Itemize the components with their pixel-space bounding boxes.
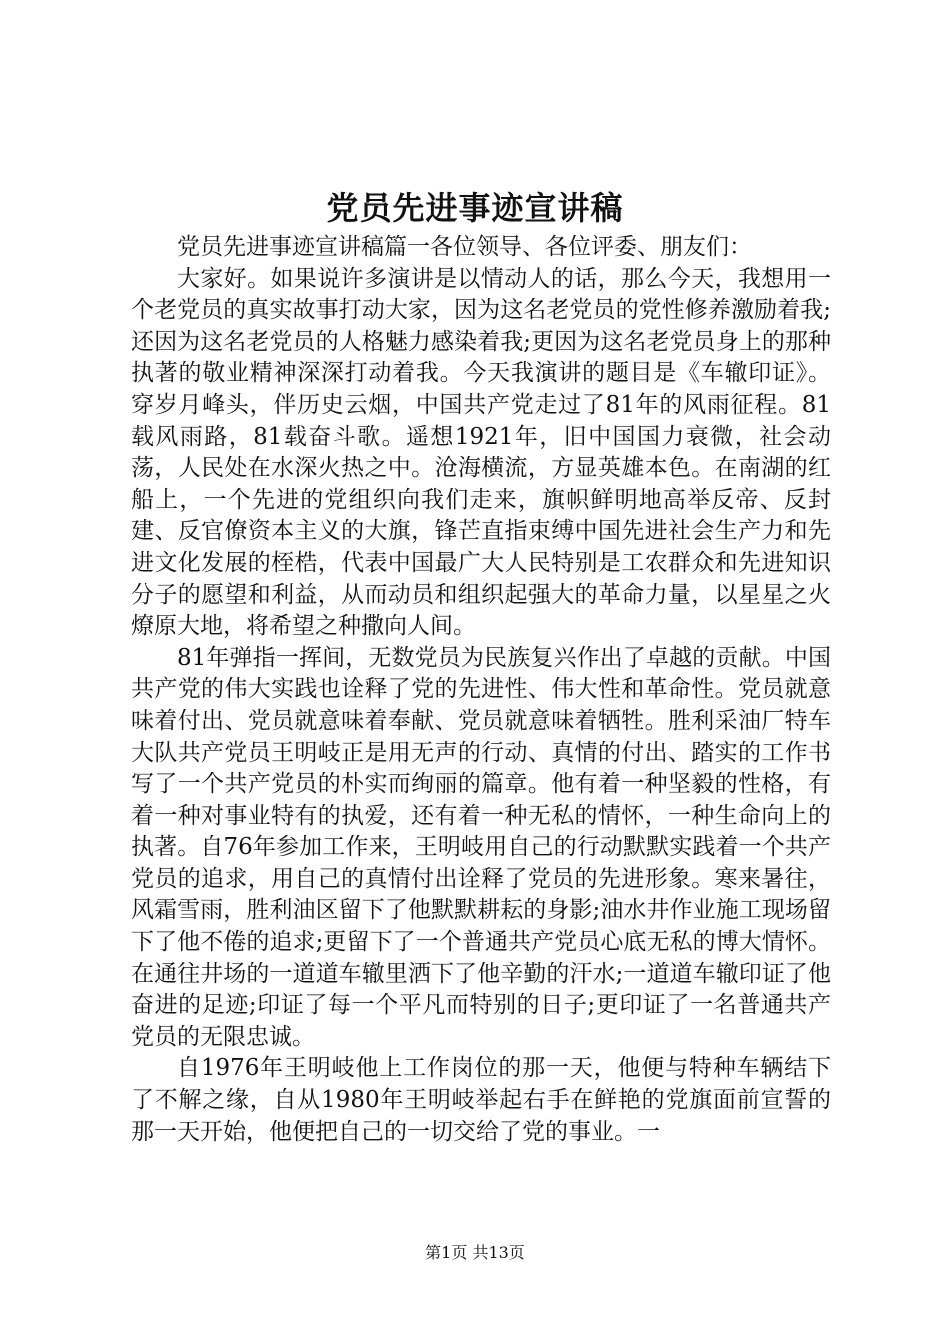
document-body [131,232,831,1148]
paragraph-opening: 党员先进事迹宣讲稿篇一各位领导、各位评委、朋友们： [177,234,752,260]
paragraph-1976: 自1976年王明岐他上工作岗位的那一天，他便与特种车辆结下了不解之缘，自从1980年王明岐举起右手在鲜艳的党旗面前宣誓的那一天开始，他便把自己的一切交给了党的事业。一 [131,1055,831,1145]
document-title: 党员先进事迹宣讲稿 [326,189,624,227]
paragraph-greeting: 大家好。如果说许多演讲是以情动人的话，那么今天，我想用一个老党员的真实故事打动大家，因为这名老党员的党性修养激励着我;还因为这名老党员的人格魅力感染着我;更因为这名老党员身上的那种执著的敬业精神深深打动着我。今天我演讲的题目是《车辙印证》。穿岁月峰头，伴历史云烟，中国共产党走过了81年的风雨征程。81载风雨路，81载奋斗歌。遥想1921年，旧中国国力衰微，社会动荡，人民处在水深火热之中。沧海横流，方显英雄本色。在南湖的红船上，一个先进的党组织向我们走来，旗帜鲜明地高举反帝、反封建、反官僚资本主义的大旗，锋芒直指束缚中国先进社会生产力和先进文化发展的桎梏，代表中国最广大人民特别是工农群众和先进知识分子的愿望和利益，从而动员和组织起强大的革命力量，以星星之火燎原大地，将希望之种撒向人间。 [131,265,831,640]
paragraph-81-years: 81年弹指一挥间，无数党员为民族复兴作出了卓越的贡献。中国共产党的伟大实践也诠释了党的先进性、伟大性和革命性。党员就意味着付出、党员就意味着奉献、党员就意味着牺牲。胜利采油厂特车大队共产党员王明岐正是用无声的行动、真情的付出、踏实的工作书写了一个共产党员的朴实而绚丽的篇章。他有着一种坚毅的性格，有着一种对事业特有的执爱，还有着一种无私的情怀，一种生命向上的执著。自76年参加工作来，王明岐用自己的行动默默实践着一个共产党员的追求，用自己的真情付出诠释了党员的先进形象。寒来暑往，风霜雪雨，胜利油区留下了他默默耕耘的身影;油水井作业施工现场留下了他不倦的追求;更留下了一个普通共产党员心底无私的博大情怀。在通往井场的一道道车辙里洒下了他辛勤的汗水;一道道车辙印证了他奋进的足迹;印证了每一个平凡而特别的日子;更印证了一名普通共产党员的无限忠诚。 [131,644,831,1050]
page-number-footer: 第1页 共13页 [425,1243,525,1262]
